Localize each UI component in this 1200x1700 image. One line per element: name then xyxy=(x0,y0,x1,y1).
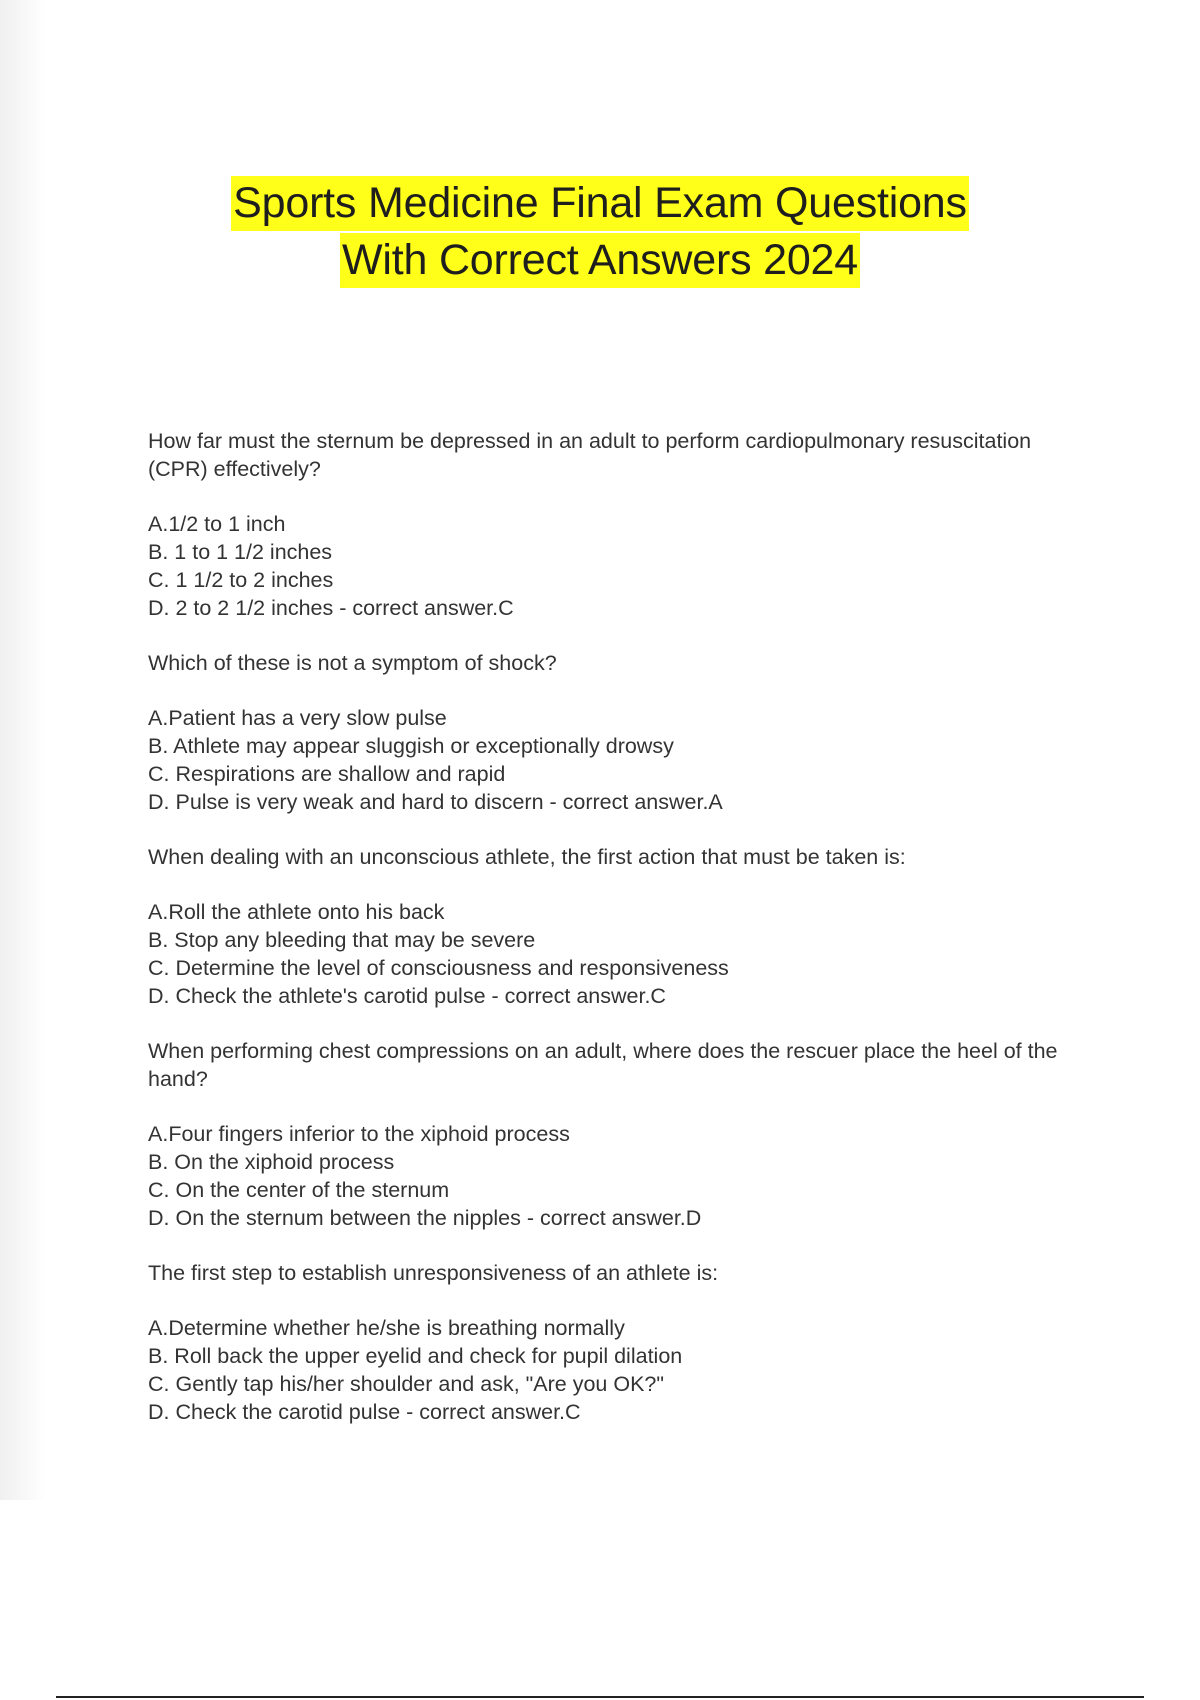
option-c: C. Gently tap his/her shoulder and ask, "Are you OK?" xyxy=(148,1372,664,1396)
question-2 xyxy=(148,649,1068,816)
option-a: A.Determine whether he/she is breathing normally xyxy=(148,1316,625,1340)
option-d-with-answer: D. Check the carotid pulse - correct answer.C xyxy=(148,1400,581,1424)
option-b: B. Athlete may appear sluggish or exceptionally drowsy xyxy=(148,734,674,758)
question-text: How far must the sternum be depressed in an adult to perform cardiopulmonary resuscitation (CPR) effectively? xyxy=(148,429,1032,481)
option-c: C. On the center of the sternum xyxy=(148,1178,450,1202)
option-c: C. Respirations are shallow and rapid xyxy=(148,762,506,786)
question-text: Which of these is not a symptom of shock? xyxy=(148,651,557,675)
option-b: B. On the xiphoid process xyxy=(148,1150,395,1174)
option-c: C. Determine the level of consciousness and responsiveness xyxy=(148,956,729,980)
question-text: When dealing with an unconscious athlete, the first action that must be taken is: xyxy=(148,845,906,869)
option-d-with-answer: D. Check the athlete's carotid pulse - correct answer.C xyxy=(148,984,666,1008)
option-d-with-answer: D. 2 to 2 1/2 inches - correct answer.C xyxy=(148,596,514,620)
option-a: A.Roll the athlete onto his back xyxy=(148,900,445,924)
document-title xyxy=(0,176,1200,290)
option-b: B. Stop any bleeding that may be severe xyxy=(148,928,536,952)
question-text: The first step to establish unresponsiveness of an athlete is: xyxy=(148,1261,719,1285)
option-a: A.Patient has a very slow pulse xyxy=(148,706,447,730)
title-line-1: Sports Medicine Final Exam Questions xyxy=(231,176,969,231)
question-text: When performing chest compressions on an adult, where does the rescuer place the heel of the hand? xyxy=(148,1039,1058,1091)
option-d-with-answer: D. Pulse is very weak and hard to discern - correct answer.A xyxy=(148,790,723,814)
question-1 xyxy=(148,427,1068,622)
option-d-with-answer: D. On the sternum between the nipples - correct answer.D xyxy=(148,1206,702,1230)
title-line-2: With Correct Answers 2024 xyxy=(340,233,860,288)
question-list xyxy=(148,427,1068,1453)
question-5 xyxy=(148,1259,1068,1426)
footer-divider xyxy=(56,1696,1144,1698)
option-a: A.Four fingers inferior to the xiphoid process xyxy=(148,1122,570,1146)
option-b: B. Roll back the upper eyelid and check for pupil dilation xyxy=(148,1344,683,1368)
question-4 xyxy=(148,1037,1068,1232)
question-3 xyxy=(148,843,1068,1010)
option-a: A.1/2 to 1 inch xyxy=(148,512,286,536)
option-c: C. 1 1/2 to 2 inches xyxy=(148,568,334,592)
option-b: B. 1 to 1 1/2 inches xyxy=(148,540,333,564)
